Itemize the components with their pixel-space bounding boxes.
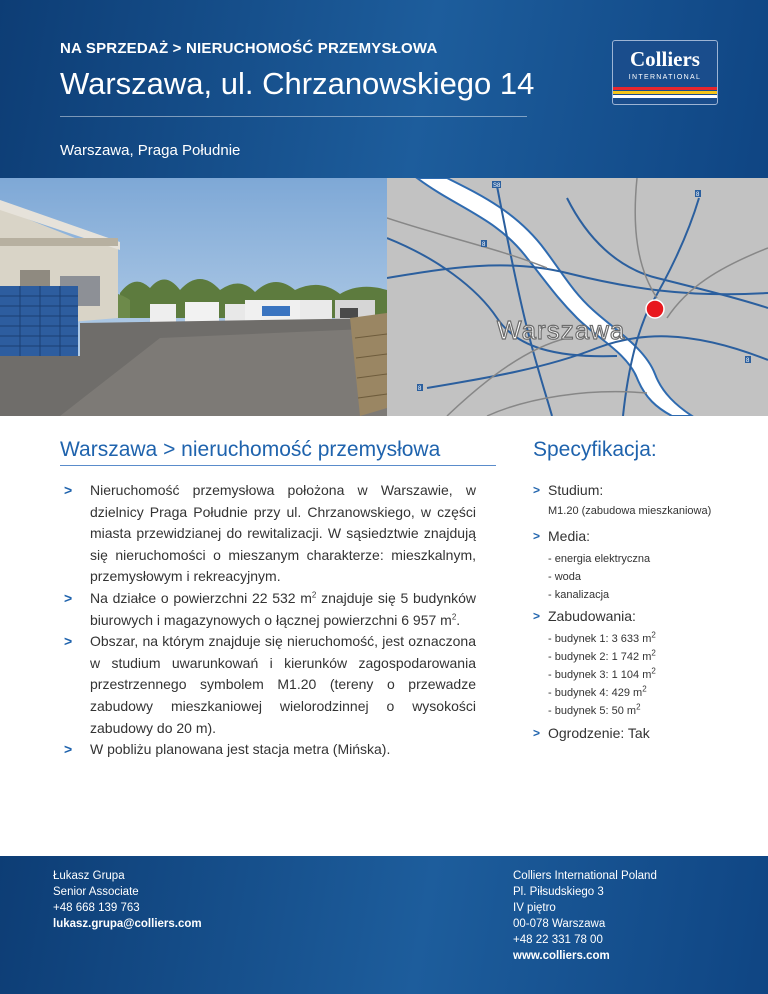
warsaw-map-image: [387, 178, 768, 416]
office-block: [513, 868, 657, 964]
bullet-marker: >: [64, 741, 73, 758]
header-banner: [0, 0, 768, 178]
section-heading-description: Warszawa > nieruchomość przemysłowa: [60, 438, 441, 461]
logo-subtext: INTERNATIONAL: [628, 74, 702, 81]
location-subtitle: Warszawa, Praga Południe: [60, 142, 241, 159]
description-item: > Obszar, na którym znajduje się nieruchomość, jest oznaczona w studium uwarunkowań i kierunków zagospodarowania przestrzennego symbolem M1.20 (tereny o przewadze zabudowy mieszkaniowej wielorodzinnej o wysokości zabudowy do 20 m).: [64, 633, 476, 736]
description-item: > W pobliżu planowana jest stacja metra (Mińska).: [64, 739, 476, 761]
heading-divider: [60, 465, 496, 466]
bullet-marker: >: [533, 609, 541, 623]
contact-phone[interactable]: +48 668 139 763: [53, 902, 140, 914]
bullet-marker: >: [533, 726, 541, 740]
spec-fence: > Ogrodzenie: Tak: [533, 723, 763, 744]
road-label: S8: [493, 183, 501, 189]
spec-media-item: - kanalizacja: [548, 589, 610, 601]
contact-email-link[interactable]: lukasz.grupa@colliers.com: [53, 918, 202, 930]
section-heading-specification: Specyfikacja:: [533, 438, 657, 461]
listing-category: NA SPRZEDAŻ > NIERUCHOMOŚĆ PRZEMYSŁOWA: [60, 40, 438, 57]
website-link[interactable]: www.colliers.com: [513, 950, 610, 962]
bullet-marker: >: [64, 482, 73, 498]
logo-wordmark: Colliers: [630, 47, 700, 71]
spec-media: > Media:: [533, 526, 763, 547]
specification-panel: [533, 480, 763, 744]
spec-building-item: - budynek 5: 50 $m^2$: [548, 702, 641, 717]
spec-building-item: - budynek 3: 1 104 $m^2$: [548, 666, 656, 681]
logo-stripes: [613, 87, 717, 98]
warehouse-yard-image: [0, 178, 387, 416]
spec-media-item: - woda: [548, 571, 582, 583]
property-photo: [0, 178, 387, 416]
contact-block: [53, 868, 202, 932]
office-floor: IV piętro: [513, 902, 556, 914]
road-label: 8: [746, 358, 750, 364]
spec-buildings: > Zabudowania:: [533, 606, 763, 627]
bullet-marker: >: [533, 483, 541, 497]
spec-studium-value: M1.20 (zabudowa mieszkaniowa): [548, 505, 712, 517]
footer-banner: [0, 856, 768, 994]
description-item: > Na działce o powierzchni 22 532 $m^2$ znajduje się 5 budynków biurowych i magazynowych o łącznej powierzchni 6 957 $m^2$.: [64, 589, 477, 628]
location-pin-icon: [646, 300, 664, 318]
spec-building-item: - budynek 2: 1 742 $m^2$: [548, 648, 656, 663]
header-divider: [60, 116, 527, 117]
description-list: [64, 480, 476, 761]
spec-studium: > Studium:: [533, 480, 763, 501]
spec-building-item: - budynek 1: 3 633 $m^2$: [548, 630, 656, 645]
office-phone[interactable]: +48 22 331 78 00: [513, 934, 603, 946]
office-street: Pl. Piłsudskiego 3: [513, 886, 604, 898]
office-city: 00-078 Warszawa: [513, 918, 606, 930]
spec-media-item: - energia elektryczna: [548, 553, 651, 565]
office-company: Colliers International Poland: [513, 870, 657, 882]
bullet-marker: >: [533, 529, 541, 543]
contact-name: Łukasz Grupa: [53, 870, 125, 882]
bullet-marker: >: [64, 633, 73, 650]
contact-role: Senior Associate: [53, 886, 139, 898]
road-label: 8: [696, 192, 700, 198]
road-label: 8: [418, 386, 422, 392]
description-item: > Nieruchomość przemysłowa położona w Warszawie, w dzielnicy Praga Południe przy ul. Chrzanowskiego, w części miasta przewidzianej do rewitalizacji. W sąsiedztwie znajdują się nieruchomości o mieszanym charakterze: mieszkalnym, przemysłowym i rekreacyjnym.: [64, 482, 476, 585]
spec-building-item: - budynek 4: 429 $m^2$: [548, 684, 647, 699]
colliers-logo: [612, 40, 718, 105]
location-map: [387, 178, 768, 416]
map-city-label: Warszawa: [497, 315, 626, 345]
bullet-marker: >: [64, 589, 73, 606]
road-label: 8: [482, 242, 486, 248]
page-title: Warszawa, ul. Chrzanowskiego 14: [60, 66, 535, 101]
